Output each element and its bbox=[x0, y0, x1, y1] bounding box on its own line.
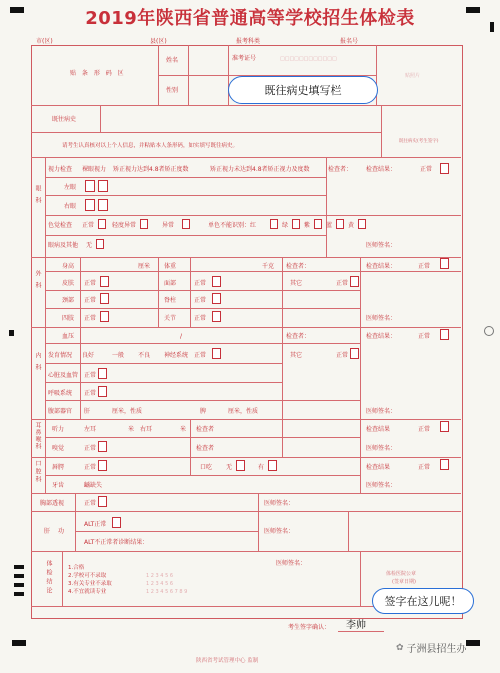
oral-normal-box[interactable] bbox=[440, 459, 449, 470]
left-ear-unit: 米 bbox=[128, 426, 135, 433]
hearing-label: 听力 bbox=[52, 426, 65, 433]
registration-mark-top-left bbox=[10, 7, 24, 13]
ent-section-label: 耳鼻喉科 bbox=[34, 422, 41, 450]
heart-box[interactable] bbox=[98, 368, 107, 379]
right-eye-box[interactable] bbox=[85, 199, 95, 211]
watermark bbox=[396, 640, 467, 655]
limbs-normal: 正常 bbox=[84, 315, 97, 322]
lip-box[interactable] bbox=[98, 460, 107, 471]
liver-fn-label: 肝功 bbox=[44, 528, 73, 535]
history-side-note: 既往病史(考生签字) bbox=[399, 139, 439, 144]
oral-section-label: 口腔科 bbox=[34, 460, 41, 484]
neck-normal: 正常 bbox=[84, 297, 97, 304]
surgery-section-label: 外科 bbox=[34, 270, 41, 294]
color-abnormal-box[interactable] bbox=[182, 219, 190, 229]
internal-other: 其它 bbox=[290, 352, 303, 359]
limbs-label: 四肢 bbox=[62, 315, 75, 322]
oral-doctor: 医师签名： bbox=[366, 482, 397, 489]
teeth-label: 牙齿 bbox=[52, 482, 65, 489]
liver-unit: 厘米，性质 bbox=[112, 408, 143, 415]
eye-doctor: 医师签名： bbox=[366, 242, 397, 249]
surgery-normal-2-box[interactable] bbox=[350, 276, 359, 287]
left-eye-label: 左眼 bbox=[64, 184, 77, 191]
confirm-label: 考生签字确认： bbox=[288, 624, 331, 631]
surgery-doctor: 医师签名： bbox=[366, 315, 397, 322]
lung-box[interactable] bbox=[98, 386, 107, 397]
development-poor: 不良 bbox=[138, 352, 151, 359]
eye-result: 检查结果： bbox=[366, 166, 397, 173]
eye-normal: 正常 bbox=[420, 166, 433, 173]
spleen-unit: 厘米，性质 bbox=[228, 408, 259, 415]
blue-box[interactable] bbox=[336, 219, 344, 229]
timing-mark bbox=[14, 592, 24, 596]
teeth-missing: 齲缺失 bbox=[84, 482, 103, 489]
registration-mark-mid-left bbox=[9, 330, 14, 336]
timing-mark bbox=[14, 565, 24, 569]
eye-section-label: 眼科 bbox=[34, 185, 41, 209]
spine-box[interactable] bbox=[212, 293, 221, 304]
eye-head-examiner: 检查者： bbox=[328, 166, 353, 173]
eye-disease-label: 眼病及其他 bbox=[48, 242, 79, 249]
history-label: 既往病史 bbox=[52, 116, 77, 123]
liver-label: 肝 bbox=[84, 408, 91, 415]
spleen-label: 脾 bbox=[200, 408, 207, 415]
stutter-yes: 有 bbox=[258, 464, 265, 471]
red-box[interactable] bbox=[270, 219, 278, 229]
candidate-signature: 李帅 bbox=[346, 620, 366, 631]
ent-doctor: 医师签名： bbox=[366, 445, 397, 452]
eye-disease-none: 无 bbox=[86, 242, 93, 249]
surgery-normal-2: 正常 bbox=[336, 280, 349, 287]
internal-normal-box[interactable] bbox=[440, 329, 449, 340]
oral-result: 检查结果 bbox=[366, 464, 391, 471]
conclusion-codes-2: 1 2 3 4 5 6 bbox=[146, 573, 174, 579]
registration-mark-bottom-right bbox=[466, 640, 480, 646]
lung-label: 呼吸系统 bbox=[48, 390, 73, 397]
registration-mark-mid-right bbox=[490, 22, 494, 32]
registration-mark-top-right bbox=[466, 7, 480, 13]
header-city: 市(区) bbox=[36, 38, 53, 45]
development-label: 发育情况 bbox=[48, 352, 73, 359]
bp-label: 血压 bbox=[62, 333, 75, 340]
internal-examiner: 检查者： bbox=[286, 333, 311, 340]
oral-normal: 正常 bbox=[418, 464, 431, 471]
registration-mark-bottom-left bbox=[12, 640, 26, 646]
nerve-box[interactable] bbox=[212, 348, 221, 359]
ent-result: 检查结果 bbox=[366, 426, 391, 433]
joints-box[interactable] bbox=[212, 311, 221, 322]
single-color-purple: 紫 bbox=[304, 222, 311, 229]
eye-head-corrected: 矫正视力达到4.8者矫正度数 bbox=[113, 166, 189, 173]
header-reg-no: 报名号 bbox=[340, 38, 359, 45]
neck-label: 颈部 bbox=[62, 297, 75, 304]
ent-normal: 正常 bbox=[418, 426, 431, 433]
history-notice: 请考生认真核对以上个人信息，并粘贴本人条形码，如实填写既往病史。 bbox=[62, 143, 239, 149]
conclusion-label: 体检结论 bbox=[45, 560, 52, 596]
surgery-normal: 正常 bbox=[418, 263, 431, 270]
signature-callout: 签字在这儿呢！ bbox=[372, 588, 474, 614]
left-ear-label: 左耳 bbox=[84, 426, 97, 433]
smell-examiner: 检查者 bbox=[196, 445, 215, 452]
smell-label: 嗅觉 bbox=[52, 445, 65, 452]
ent-normal-box[interactable] bbox=[440, 421, 449, 432]
paste-photo-label: 贴照片 bbox=[405, 73, 421, 79]
stutter-no: 无 bbox=[226, 464, 233, 471]
timing-mark bbox=[14, 583, 24, 587]
header-county: 县(区) bbox=[150, 38, 167, 45]
skin-box[interactable] bbox=[100, 276, 109, 287]
spine-normal: 正常 bbox=[194, 297, 207, 304]
nerve-normal: 正常 bbox=[194, 352, 207, 359]
conclusion-codes-3: 1 2 3 4 5 6 bbox=[146, 581, 174, 587]
height-unit: 厘米 bbox=[138, 263, 151, 270]
eye-normal-checkbox[interactable] bbox=[440, 163, 449, 174]
neck-box[interactable] bbox=[100, 293, 109, 304]
conclusion-item-3: 3.有关专业不录取 bbox=[68, 581, 112, 587]
single-color-yellow: 黄 bbox=[348, 222, 355, 229]
single-color-blue: 蓝 bbox=[326, 222, 333, 229]
watermark-text: 子洲县招生办 bbox=[406, 644, 467, 655]
footer-org: 陕西省考试管理中心 监制 bbox=[196, 658, 259, 664]
smell-box[interactable] bbox=[98, 441, 107, 452]
color-abnormal: 异常 bbox=[162, 222, 175, 229]
eye-disease-box[interactable] bbox=[96, 239, 104, 249]
wechat-icon: ✿ bbox=[396, 642, 404, 653]
stutter-label: 口吃 bbox=[200, 464, 213, 471]
lip-label: 唇腭 bbox=[52, 464, 65, 471]
surgery-result: 检查结果： bbox=[366, 263, 397, 270]
nerve-label: 神经系统 bbox=[164, 352, 189, 359]
right-eye-label: 右眼 bbox=[64, 203, 77, 210]
skin-normal: 正常 bbox=[84, 280, 97, 287]
eye-head-not-corrected: 矫正视力未达到4.8者矫正视力及度数 bbox=[210, 166, 310, 173]
ent-examiner: 检查者 bbox=[196, 426, 215, 433]
alt-normal-box[interactable] bbox=[112, 517, 121, 528]
xray-normal: 正常 bbox=[84, 500, 97, 507]
left-eye-box[interactable] bbox=[85, 180, 95, 192]
eye-head-vision: 视力检查 bbox=[48, 166, 73, 173]
skin-label: 皮肤 bbox=[62, 280, 75, 287]
lung-normal: 正常 bbox=[84, 390, 97, 397]
id-card-digits: □□□□□□□□□□□□ bbox=[280, 56, 337, 62]
xray-label: 胸部透视 bbox=[40, 500, 65, 507]
internal-result: 检查结果： bbox=[366, 333, 397, 340]
conclusion-codes-4: 1 2 3 4 5 6 7 8 9 bbox=[146, 589, 188, 595]
face-normal: 正常 bbox=[194, 280, 207, 287]
internal-normal: 正常 bbox=[418, 333, 431, 340]
timing-mark bbox=[14, 574, 24, 578]
hospital-stamp-label: 体检医院公章 bbox=[386, 571, 417, 577]
left-eye-box[interactable] bbox=[98, 180, 108, 192]
internal-normal-2: 正常 bbox=[336, 352, 349, 359]
form-title: 2019年陕西省普通高等学校招生体检表 bbox=[85, 8, 415, 29]
right-eye-box[interactable] bbox=[98, 199, 108, 211]
conclusion-item-1: 1.合格 bbox=[68, 565, 85, 571]
history-callout: 既往病史填写栏 bbox=[228, 76, 378, 104]
eye-head-naked: 裸眼视力 bbox=[82, 166, 107, 173]
color-weak-box[interactable] bbox=[140, 219, 148, 229]
smell-normal: 正常 bbox=[84, 445, 97, 452]
internal-normal-2-box[interactable] bbox=[350, 348, 359, 359]
xray-doctor: 医师签名： bbox=[264, 500, 295, 507]
gender-label: 性别 bbox=[166, 87, 179, 94]
joints-label: 关节 bbox=[164, 315, 177, 322]
weight-label: 体重 bbox=[164, 263, 177, 270]
conclusion-item-2: 2.学校可不录取 bbox=[68, 573, 107, 579]
limbs-box[interactable] bbox=[100, 311, 109, 322]
right-ear-label: 右耳 bbox=[140, 426, 153, 433]
development-good: 良好 bbox=[82, 352, 95, 359]
spine-label: 脊柱 bbox=[164, 297, 177, 304]
internal-section-label: 内科 bbox=[34, 352, 41, 376]
right-ear-unit: 米 bbox=[180, 426, 187, 433]
stutter-yes-box[interactable] bbox=[268, 460, 277, 471]
face-label: 面部 bbox=[164, 280, 177, 287]
surgery-other: 其它 bbox=[290, 280, 303, 287]
conclusion-item-4: 4.不宜就读专业 bbox=[68, 589, 107, 595]
single-color-green: 绿 bbox=[282, 222, 289, 229]
heart-normal: 正常 bbox=[84, 372, 97, 379]
internal-doctor: 医师签名： bbox=[366, 408, 397, 415]
alt-normal: ALT正常 bbox=[84, 521, 107, 528]
name-label: 姓名 bbox=[166, 57, 179, 64]
conclusion-doctor: 医师签名： bbox=[276, 560, 307, 567]
color-weak: 轻度异常 bbox=[112, 222, 137, 229]
hospital-stamp-date: (签章日期) bbox=[392, 579, 416, 585]
face-box[interactable] bbox=[212, 276, 221, 287]
heart-label: 心脏及血管 bbox=[48, 372, 79, 379]
color-normal-box[interactable] bbox=[98, 219, 106, 229]
purple-box[interactable] bbox=[314, 219, 322, 229]
green-box[interactable] bbox=[292, 219, 300, 229]
id-card-label: 准考证号 bbox=[232, 55, 257, 62]
header-exam-category: 报考科类 bbox=[236, 38, 261, 45]
lip-normal: 正常 bbox=[84, 464, 97, 471]
joints-normal: 正常 bbox=[194, 315, 207, 322]
bp-unit: / bbox=[180, 333, 183, 340]
color-vision-label: 色觉检查 bbox=[48, 222, 73, 229]
yellow-box[interactable] bbox=[358, 219, 366, 229]
abdomen-label: 腹部器官 bbox=[48, 408, 73, 415]
single-color-red: 单色不能识别：红 bbox=[208, 222, 257, 229]
alt-abnormal: ALT不正常者诊断结果： bbox=[84, 539, 149, 546]
barcode-area-label: 贴 条 形 码 区 bbox=[70, 70, 126, 77]
surgery-normal-box[interactable] bbox=[440, 258, 449, 269]
liver-doctor: 医师签名： bbox=[264, 528, 295, 535]
xray-box[interactable] bbox=[98, 496, 107, 507]
height-label: 身高 bbox=[62, 263, 75, 270]
stutter-no-box[interactable] bbox=[236, 460, 245, 471]
color-normal: 正常 bbox=[82, 222, 95, 229]
development-average: 一般 bbox=[112, 352, 125, 359]
surgery-examiner: 检查者： bbox=[286, 263, 311, 270]
punch-hole bbox=[484, 326, 494, 336]
weight-unit: 千克 bbox=[262, 263, 275, 270]
